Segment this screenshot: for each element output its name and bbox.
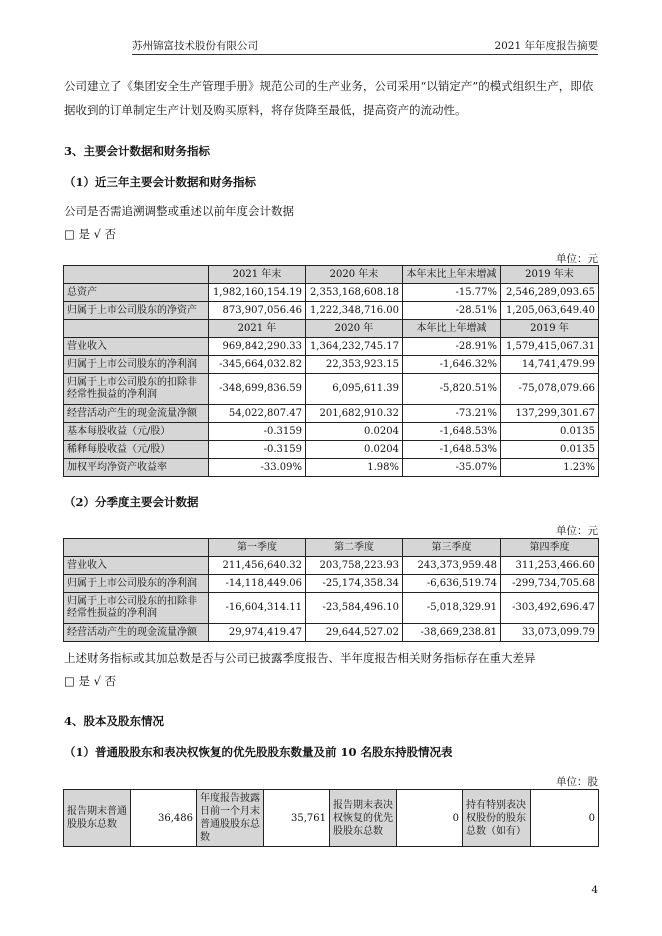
- table-row: [64, 624, 599, 642]
- value-cell: 1,579,415,067.31: [501, 338, 599, 356]
- unit-label-2: 单位：元: [556, 525, 598, 537]
- value-cell: 969,842,290.33: [209, 338, 306, 356]
- value-cell: 137,299,301.67: [501, 405, 599, 423]
- row-label-cell: 归属于上市公司股东的净利润: [64, 356, 209, 374]
- value-cell: 201,682,910.32: [306, 405, 403, 423]
- value-cell: 0.0135: [501, 441, 599, 459]
- value-cell: 6,095,611.39: [306, 374, 403, 405]
- intro-paragraph: 公司建立了《集团安全生产管理手册》规范公司的生产业务，公司采用“以销定产”的模式组织生产，即依据收到的订单制定生产计划及购买原料，将存货降至最低，提高资产的流动性。: [64, 79, 594, 117]
- value-cell: -35.07%: [403, 459, 501, 477]
- shareholder-count-value: 0: [397, 790, 463, 847]
- column-header-cell: 第四季度: [501, 539, 599, 557]
- header-corner-cell: [64, 320, 209, 338]
- value-cell: -33.09%: [209, 459, 306, 477]
- value-cell: -28.51%: [403, 302, 501, 320]
- value-cell: -38,669,238.81: [403, 624, 501, 642]
- value-cell: -15.77%: [403, 284, 501, 302]
- row-label-cell: 经营活动产生的现金流量净额: [64, 405, 209, 423]
- unit-label: 单位：元: [556, 253, 598, 265]
- diff-answer: □ 是 √ 否: [64, 674, 117, 688]
- subsection-2-title: （2）分季度主要会计数据: [64, 495, 199, 509]
- table-row: [64, 338, 599, 356]
- row-label-cell: 营业收入: [64, 557, 209, 575]
- row-label-cell: 经营活动产生的现金流量净额: [64, 624, 209, 642]
- column-header-cell: 第二季度: [306, 539, 403, 557]
- shareholder-count-table: [63, 789, 599, 847]
- shareholder-count-value: 0: [531, 790, 599, 847]
- quarterly-data-table: [63, 538, 599, 642]
- company-name: 苏州锦富技术股份有限公司: [132, 40, 258, 52]
- row-label-cell: 归属于上市公司股东的扣除非经常性损益的净利润: [64, 593, 209, 624]
- value-cell: -0.3159: [209, 423, 306, 441]
- value-cell: -75,078,079.66: [501, 374, 599, 405]
- value-cell: -14,118,449.06: [209, 575, 306, 593]
- column-header-cell: 第一季度: [209, 539, 306, 557]
- table-header-row: [64, 539, 599, 557]
- page-number: 4: [591, 884, 598, 896]
- value-cell: -303,492,696.47: [501, 593, 599, 624]
- row-label-cell: 营业收入: [64, 338, 209, 356]
- table-row: [64, 557, 599, 575]
- column-header-cell: 第三季度: [403, 539, 501, 557]
- diff-question: 上述财务指标或其加总数是否与公司已披露季度报告、半年度报告相关财务指标存在重大差异: [64, 651, 536, 665]
- value-cell: 0.0135: [501, 423, 599, 441]
- column-header-cell: 2019 年末: [501, 266, 599, 284]
- value-cell: 1.98%: [306, 459, 403, 477]
- row-label-cell: 归属于上市公司股东的净资产: [64, 302, 209, 320]
- value-cell: 54,022,807.47: [209, 405, 306, 423]
- value-cell: 0.0204: [306, 423, 403, 441]
- value-cell: 0.0204: [306, 441, 403, 459]
- value-cell: -1,648.53%: [403, 441, 501, 459]
- column-header-cell: 2021 年末: [209, 266, 306, 284]
- section-4-title: 4、股本及股东情况: [64, 714, 165, 728]
- value-cell: 203,758,223.93: [306, 557, 403, 575]
- row-label-cell: 归属于上市公司股东的净利润: [64, 575, 209, 593]
- table-row: [64, 374, 599, 405]
- value-cell: 873,907,056.46: [209, 302, 306, 320]
- value-cell: -345,664,032.82: [209, 356, 306, 374]
- value-cell: 1.23%: [501, 459, 599, 477]
- value-cell: 14,741,479.99: [501, 356, 599, 374]
- subsection-4-1-title: （1）普通股股东和表决权恢复的优先股股东数量及前 10 名股东持股情况表: [64, 745, 453, 759]
- value-cell: -299,734,705.68: [501, 575, 599, 593]
- value-cell: -5,018,329.91: [403, 593, 501, 624]
- value-cell: 33,073,099.79: [501, 624, 599, 642]
- value-cell: 2,546,289,093.65: [501, 284, 599, 302]
- page-header: [132, 38, 598, 55]
- doc-title: 2021 年年度报告摘要: [494, 40, 598, 52]
- column-header-cell: 本年末比上年末增减: [403, 266, 501, 284]
- value-cell: 211,456,640.32: [209, 557, 306, 575]
- value-cell: 22,353,923.15: [306, 356, 403, 374]
- subsection-1-title: （1）近三年主要会计数据和财务指标: [64, 175, 256, 189]
- value-cell: -1,648.53%: [403, 423, 501, 441]
- shareholder-count-label: 年度报告披露日前一个月末普通股股东总数: [197, 790, 264, 847]
- table-row: [64, 356, 599, 374]
- table-row: [64, 575, 599, 593]
- table-header-row: [64, 320, 599, 338]
- value-cell: -28.91%: [403, 338, 501, 356]
- row-label-cell: 归属于上市公司股东的扣除非经常性损益的净利润: [64, 374, 209, 405]
- shareholder-count-label: 报告期末普通股股东总数: [64, 790, 131, 847]
- table-row: [64, 593, 599, 624]
- value-cell: -23,584,496.10: [306, 593, 403, 624]
- value-cell: -0.3159: [209, 441, 306, 459]
- unit-label-shares: 单位：股: [556, 776, 598, 788]
- table-row: [64, 441, 599, 459]
- value-cell: 1,222,348,716.00: [306, 302, 403, 320]
- header-corner-cell: [64, 266, 209, 284]
- value-cell: 29,644,527.02: [306, 624, 403, 642]
- section-3-title: 3、主要会计数据和财务指标: [64, 144, 211, 158]
- shareholder-count-value: 35,761: [264, 790, 330, 847]
- value-cell: 1,982,160,154.19: [209, 284, 306, 302]
- table-row: [64, 423, 599, 441]
- value-cell: -348,699,836.59: [209, 374, 306, 405]
- value-cell: -25,174,358.34: [306, 575, 403, 593]
- shareholder-count-value: 36,486: [131, 790, 197, 847]
- row-label-cell: 稀释每股收益（元/股）: [64, 441, 209, 459]
- value-cell: -73.21%: [403, 405, 501, 423]
- row-label-cell: 总资产: [64, 284, 209, 302]
- table-row: [64, 459, 599, 477]
- table-row: [64, 790, 599, 847]
- value-cell: 1,364,232,745.17: [306, 338, 403, 356]
- restate-answer: □ 是 √ 否: [64, 227, 117, 241]
- table-row: [64, 405, 599, 423]
- column-header-cell: 2019 年: [501, 320, 599, 338]
- table-row: [64, 302, 599, 320]
- value-cell: -6,636,519.74: [403, 575, 501, 593]
- value-cell: 311,253,466.60: [501, 557, 599, 575]
- restate-question: 公司是否需追溯调整或重述以前年度会计数据: [64, 204, 294, 218]
- value-cell: 29,974,419.47: [209, 624, 306, 642]
- table-row: [64, 284, 599, 302]
- header-corner-cell: [64, 539, 209, 557]
- value-cell: -1,646.32%: [403, 356, 501, 374]
- value-cell: 1,205,063,649.40: [501, 302, 599, 320]
- shareholder-count-label: 持有特别表决权股份的股东总数（如有）: [463, 790, 531, 847]
- column-header-cell: 2021 年: [209, 320, 306, 338]
- column-header-cell: 本年比上年增减: [403, 320, 501, 338]
- value-cell: -5,820.51%: [403, 374, 501, 405]
- shareholder-count-label: 报告期末表决权恢复的优先股股东总数: [330, 790, 397, 847]
- annual-data-table: [63, 265, 599, 477]
- row-label-cell: 加权平均净资产收益率: [64, 459, 209, 477]
- row-label-cell: 基本每股收益（元/股）: [64, 423, 209, 441]
- value-cell: 2,353,168,608.18: [306, 284, 403, 302]
- value-cell: 243,373,959.48: [403, 557, 501, 575]
- column-header-cell: 2020 年: [306, 320, 403, 338]
- value-cell: -16,604,314.11: [209, 593, 306, 624]
- table-header-row: [64, 266, 599, 284]
- column-header-cell: 2020 年末: [306, 266, 403, 284]
